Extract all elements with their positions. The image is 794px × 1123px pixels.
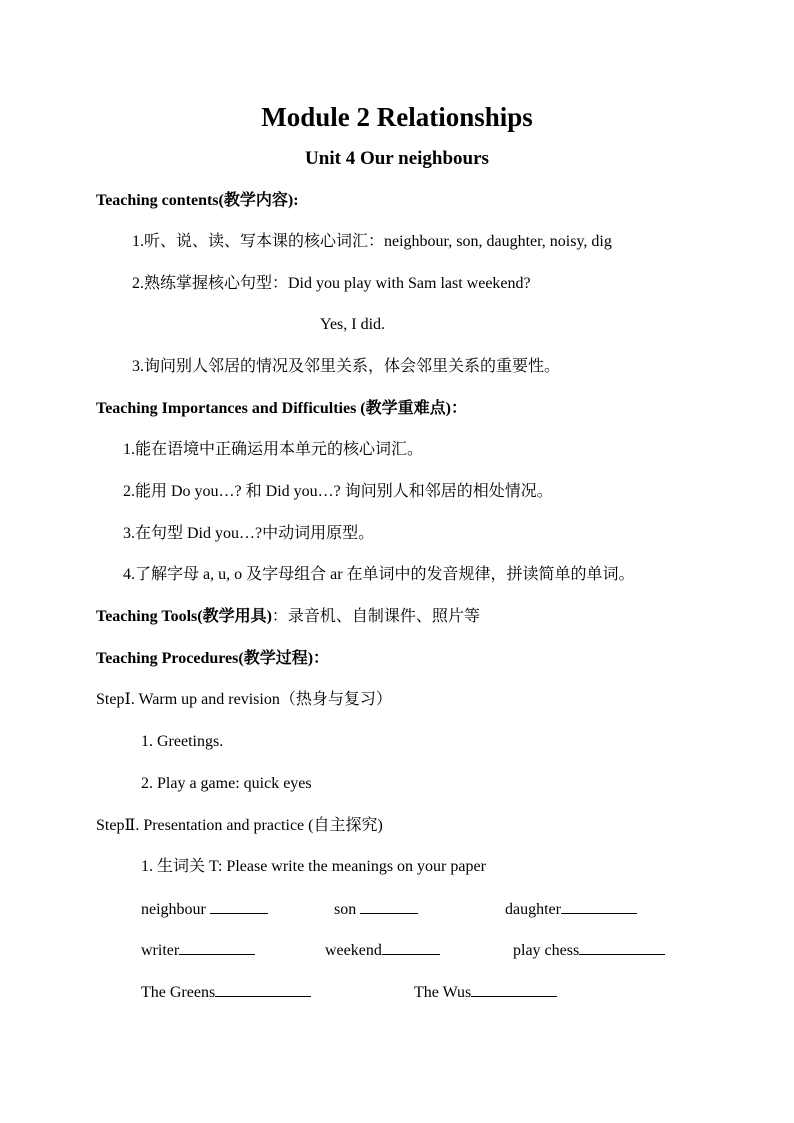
vocab-writer: writer xyxy=(141,940,255,961)
answer-blank[interactable] xyxy=(360,899,418,914)
vocab-neighbour: neighbour xyxy=(141,899,268,920)
tools-line xyxy=(96,607,480,627)
step2-item-1: 1. 生词关 T: Please write the meanings on your paper xyxy=(141,858,486,875)
step1-item-2: 2. Play a game: quick eyes xyxy=(141,775,312,792)
answer-blank[interactable] xyxy=(215,982,311,997)
contents-item-2-answer: Yes, I did. xyxy=(320,316,386,333)
answer-blank[interactable] xyxy=(179,940,255,955)
vocab-daughter: daughter xyxy=(505,899,637,920)
step1-title: StepⅠ. Warm up and revision（热身与复习） xyxy=(96,691,392,708)
contents-item-3: 3.询问别人邻居的情况及邻里关系，体会邻里关系的重要性。 xyxy=(132,358,561,375)
vocab-weekend: weekend xyxy=(325,940,440,961)
step2-title: StepⅡ. Presentation and practice (自主探究) xyxy=(96,817,383,834)
contents-heading: Teaching contents(教学内容): xyxy=(96,192,299,209)
vocab-the-greens: The Greens xyxy=(141,982,311,1003)
page-title: Module 2 Relationships xyxy=(261,102,533,132)
importances-item-1: 1.能在语境中正确运用本单元的核心词汇。 xyxy=(123,441,424,458)
importances-item-4: 4.了解字母 a, u, o 及字母组合 ar 在单词中的发音规律，拼读简单的单词。 xyxy=(123,566,635,583)
page-subtitle: Unit 4 Our neighbours xyxy=(305,148,489,169)
vocab-son: son xyxy=(334,899,418,920)
answer-blank[interactable] xyxy=(210,899,268,914)
tools-heading: Teaching Tools(教学用具) xyxy=(96,608,272,625)
answer-blank[interactable] xyxy=(471,982,557,997)
contents-item-2: 2.熟练掌握核心句型：Did you play with Sam last weekend? xyxy=(132,275,531,292)
step1-item-1: 1. Greetings. xyxy=(141,733,224,750)
procedures-heading: Teaching Procedures(教学过程)： xyxy=(96,650,330,667)
contents-item-1: 1.听、说、读、写本课的核心词汇：neighbour, son, daughter, noisy, dig xyxy=(132,233,612,250)
importances-item-3: 3.在句型 Did you…?中动词用原型。 xyxy=(123,525,375,542)
vocab-the-wus: The Wus xyxy=(414,982,557,1003)
importances-heading: Teaching Importances and Difficulties (教学重难点)： xyxy=(96,400,467,417)
importances-item-2: 2.能用 Do you…? 和 Did you…? 询问别人和邻居的相处情况。 xyxy=(123,483,553,500)
tools-text: ：录音机、自制课件、照片等 xyxy=(271,608,480,625)
vocab-play-chess: play chess xyxy=(513,940,665,961)
answer-blank[interactable] xyxy=(382,940,440,955)
answer-blank[interactable] xyxy=(579,940,665,955)
answer-blank[interactable] xyxy=(561,899,637,914)
